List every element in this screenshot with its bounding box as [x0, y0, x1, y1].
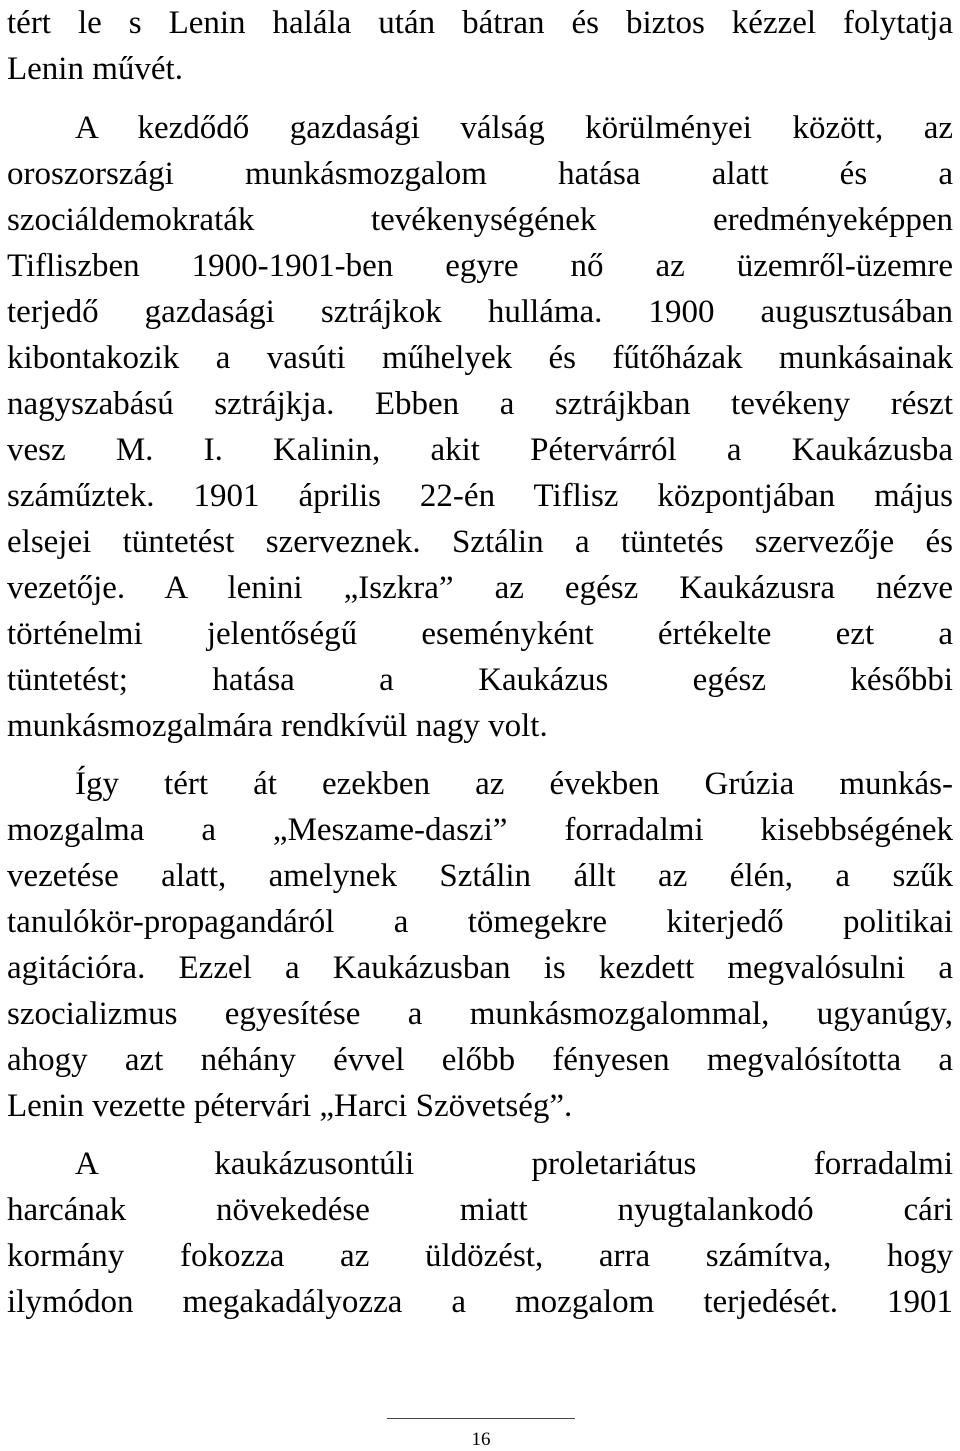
page-footer: [0, 1418, 960, 1451]
text-line: Tifliszben 1900-1901-ben egyre nő az üzemről-üzemre: [7, 248, 953, 284]
text-line: elsejei tüntetést szerveznek. Sztálin a tüntetés szervezője és: [7, 524, 953, 560]
text-line: munkásmozgalmára rendkívül nagy volt.: [7, 708, 548, 744]
paragraph-gap: [7, 749, 953, 761]
text-line: ahogy azt néhány évvel előbb fényesen megvalósította a: [7, 1042, 953, 1078]
text-line: tért le s Lenin halála után bátran és biztos kézzel folytatja: [7, 5, 953, 41]
text-line: tanulókör-propagandáról a tömegekre kiterjedő politikai: [7, 904, 953, 940]
text-line: oroszországi munkásmozgalom hatása alatt és a: [7, 156, 953, 192]
text-line: nagyszabású sztrájkja. Ebben a sztrájkban tevékeny részt: [7, 386, 953, 422]
text-line: szociáldemokraták tevékenységének eredményeképpen: [7, 202, 953, 238]
text-line: A kaukázusontúli proletariátus forradalmi: [75, 1146, 953, 1182]
text-line: A kezdődő gazdasági válság körülményei között, az: [75, 110, 953, 146]
text-line: vesz M. I. Kalinin, akit Pétervárról a Kaukázusba: [7, 432, 953, 468]
text-line: tüntetést; hatása a Kaukázus egész későbbi: [7, 662, 953, 698]
text-line: kormány fokozza az üldözést, arra számítva, hogy: [7, 1238, 953, 1274]
text-line: harcának növekedése miatt nyugtalankodó cári: [7, 1192, 953, 1228]
text-line: történelmi jelentőségű eseményként értékelte ezt a: [7, 616, 953, 652]
text-line: szocializmus egyesítése a munkásmozgalommal, ugyanúgy,: [7, 996, 953, 1032]
text-line: Lenin művét.: [7, 51, 183, 87]
paragraph-economic-crisis: [7, 105, 953, 749]
text-line: vezetése alatt, amelynek Sztálin állt az élén, a szűk: [7, 858, 953, 894]
text-line: Így tért át ezekben az években Grúzia munkás-: [75, 766, 953, 802]
text-line: száműztek. 1901 április 22-én Tiflisz központjában május: [7, 478, 953, 514]
text-line: agitációra. Ezzel a Kaukázusban is kezdett megvalósulni a: [7, 950, 953, 986]
paragraph-meszame-daszi: [7, 761, 953, 1129]
text-line: terjedő gazdasági sztrájkok hulláma. 1900 augusztusában: [7, 294, 953, 330]
text-line: ilymódon megakadályozza a mozgalom terjedését. 1901: [7, 1284, 953, 1320]
paragraph-continuation: [7, 0, 953, 92]
paragraph-tsarist-government: [7, 1141, 953, 1325]
text-line: mozgalma a „Meszame-daszi” forradalmi kisebbségének: [7, 812, 953, 848]
text-line: Lenin vezette pétervári „Harci Szövetség”.: [7, 1088, 573, 1124]
paragraph-gap: [7, 92, 953, 105]
footer-divider: [387, 1418, 575, 1419]
document-page: [7, 0, 953, 1325]
paragraph-gap: [7, 1129, 953, 1141]
text-line: vezetője. A lenini „Iszkra” az egész Kaukázusra nézve: [7, 570, 953, 606]
text-line: kibontakozik a vasúti műhelyek és fűtőházak munkásainak: [7, 340, 953, 376]
page-number: 16: [471, 1429, 491, 1450]
